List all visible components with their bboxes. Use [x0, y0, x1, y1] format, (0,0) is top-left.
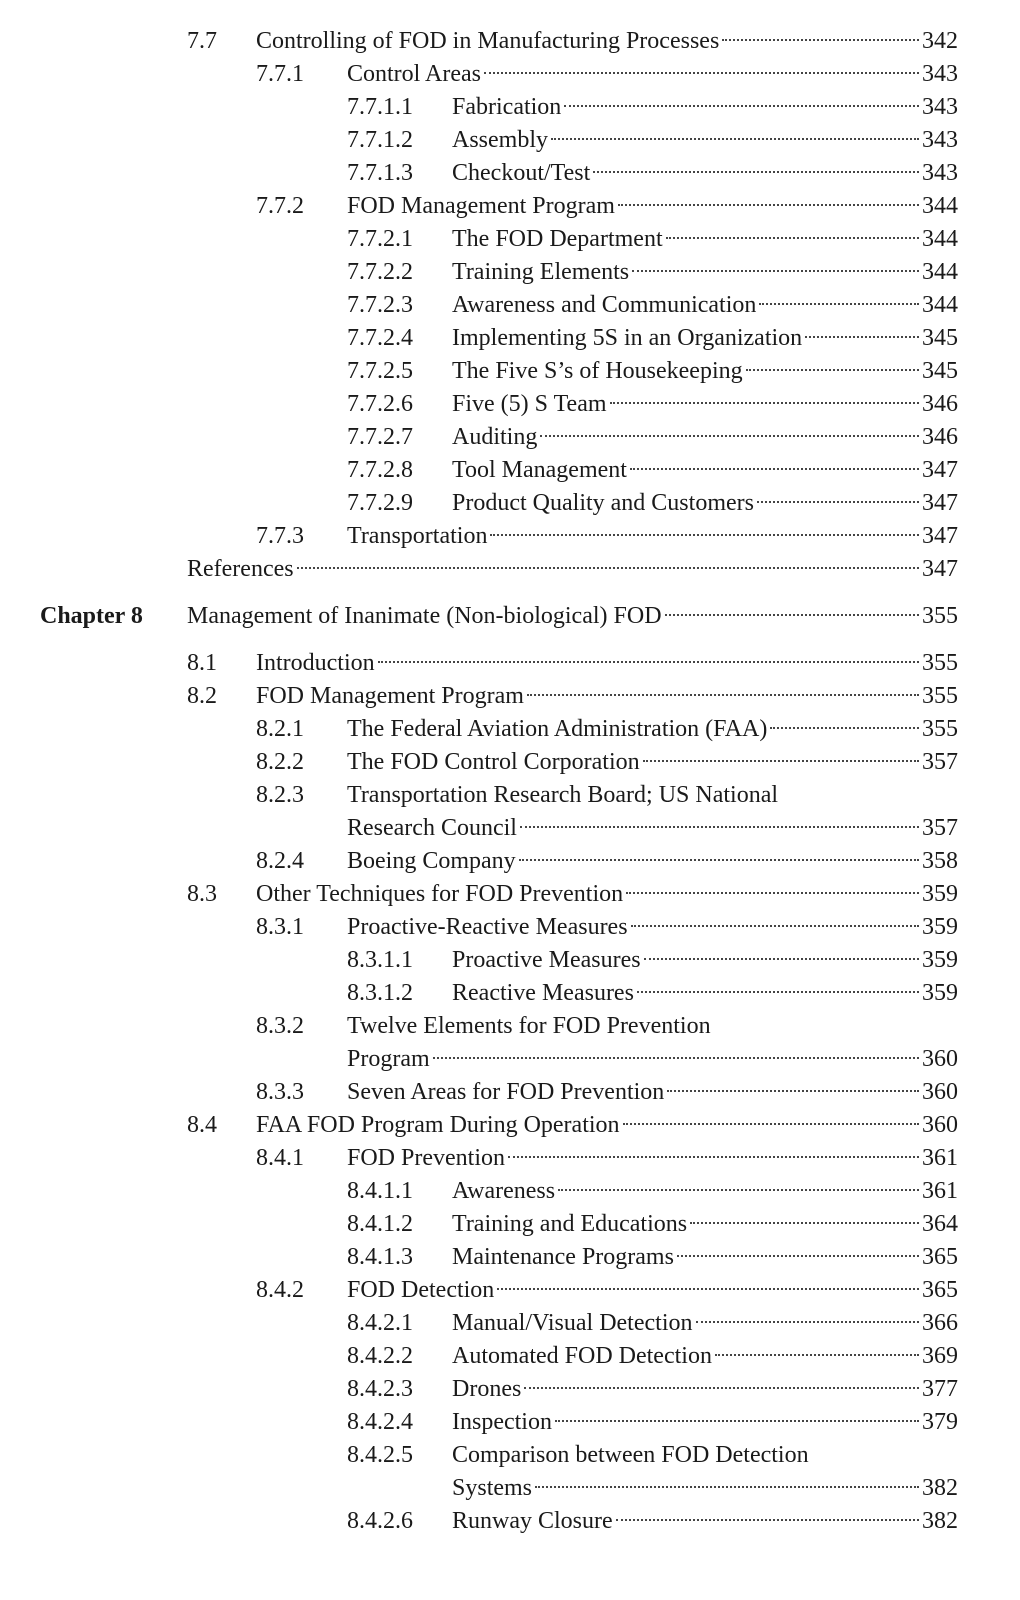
- entry-title: Training Elements: [452, 259, 630, 285]
- toc-entry[interactable]: [0, 1108, 958, 1142]
- page-number: 357: [922, 749, 958, 775]
- entry-title: Runway Closure: [452, 1508, 613, 1534]
- page-number: 359: [922, 881, 958, 907]
- dot-leader: [490, 534, 919, 536]
- dot-leader: [630, 468, 919, 470]
- page-number: 355: [922, 650, 958, 676]
- dot-leader: [632, 270, 919, 272]
- entry-number: 8.3.1.2: [347, 980, 413, 1006]
- entry-title-line: [256, 646, 958, 680]
- entry-number: 7.7: [187, 28, 217, 54]
- entry-number: 8.3.2: [256, 1013, 304, 1039]
- dot-leader: [540, 435, 919, 437]
- entry-number: 7.7.2.5: [347, 358, 413, 384]
- entry-title: Other Techniques for FOD Prevention: [256, 881, 624, 907]
- toc-entry[interactable]: [0, 189, 958, 223]
- entry-number: 7.7.2.4: [347, 325, 413, 351]
- page-number: 347: [922, 523, 958, 549]
- entry-number: 8.3.1.1: [347, 947, 413, 973]
- entry-title-line: [347, 811, 958, 845]
- entry-number: 8.1: [187, 650, 217, 676]
- dot-leader: [551, 138, 919, 140]
- toc-entry[interactable]: [0, 24, 958, 58]
- page-number: 345: [922, 358, 958, 384]
- dot-leader: [378, 661, 919, 663]
- entry-title-line: [347, 745, 958, 779]
- page-number: 346: [922, 424, 958, 450]
- page-number: 343: [922, 94, 958, 120]
- entry-title-line: [347, 189, 958, 223]
- page-number: 358: [922, 848, 958, 874]
- toc-entry[interactable]: [0, 1438, 958, 1472]
- entry-title: FAA FOD Program During Operation: [256, 1112, 620, 1138]
- page-number: 343: [922, 127, 958, 153]
- page-number: 342: [922, 28, 958, 54]
- toc-entry[interactable]: [0, 90, 958, 124]
- toc-entry[interactable]: [0, 1009, 958, 1043]
- entry-title-continued: Program: [347, 1046, 430, 1072]
- entry-title-line: [347, 1141, 958, 1175]
- entry-title: Seven Areas for FOD Prevention: [347, 1079, 665, 1105]
- toc-entry-continuation[interactable]: [0, 1471, 958, 1505]
- toc-entry[interactable]: [0, 1141, 958, 1175]
- toc-entry[interactable]: [0, 1207, 958, 1241]
- entry-title-line: [452, 1405, 958, 1439]
- dot-leader: [497, 1288, 919, 1290]
- entry-title: Training and Educations: [452, 1211, 688, 1237]
- entry-number: 8.4.2.5: [347, 1442, 413, 1468]
- page-number: 369: [922, 1343, 958, 1369]
- entry-title-line: [256, 877, 958, 911]
- toc-entry[interactable]: [0, 57, 958, 91]
- entry-title-line: [452, 123, 958, 157]
- toc-entry[interactable]: [0, 1504, 958, 1538]
- entry-title-line: [452, 420, 958, 454]
- entry-title: FOD Management Program: [256, 683, 524, 709]
- entry-title: Fabrication: [452, 94, 562, 120]
- entry-number: 7.7.2.3: [347, 292, 413, 318]
- entry-number: 7.7.2.2: [347, 259, 413, 285]
- entry-number: 8.4.2.6: [347, 1508, 413, 1534]
- entry-title: Reactive Measures: [452, 980, 634, 1006]
- toc-entry[interactable]: [0, 123, 958, 157]
- toc-entry[interactable]: [0, 910, 958, 944]
- dot-leader: [593, 171, 919, 173]
- entry-number: 8.2: [187, 683, 217, 709]
- entry-title-line: [452, 1471, 958, 1505]
- dot-leader: [770, 727, 919, 729]
- entry-title: Maintenance Programs: [452, 1244, 674, 1270]
- entry-title: The Federal Aviation Administration (FAA): [347, 716, 768, 742]
- entry-title: References: [187, 556, 294, 582]
- toc-entry[interactable]: [0, 712, 958, 746]
- entry-title: Transportation: [347, 523, 488, 549]
- page-number: 346: [922, 391, 958, 417]
- page-number: 379: [922, 1409, 958, 1435]
- entry-title-line: [452, 288, 958, 322]
- dot-leader: [520, 826, 919, 828]
- toc-entry[interactable]: [0, 255, 958, 289]
- entry-number: 7.7.2: [256, 193, 304, 219]
- toc-entry[interactable]: [0, 1174, 958, 1208]
- entry-title-continued: Systems: [452, 1475, 533, 1501]
- entry-title-line: [452, 255, 958, 289]
- toc-entry[interactable]: [0, 1273, 958, 1307]
- page-number: 360: [922, 1112, 958, 1138]
- entry-title-line: [452, 1174, 958, 1208]
- page-number: 377: [922, 1376, 958, 1402]
- toc-entry[interactable]: [0, 1372, 958, 1406]
- chapter-heading[interactable]: [0, 599, 958, 633]
- entry-title-line: [452, 1504, 958, 1538]
- entry-title-line: [452, 1306, 958, 1340]
- dot-leader: [527, 694, 919, 696]
- entry-title-line: [452, 222, 958, 256]
- entry-number: 8.4.2.4: [347, 1409, 413, 1435]
- dot-leader: [677, 1255, 919, 1257]
- entry-number: 8.3: [187, 881, 217, 907]
- entry-title-continued: Research Council: [347, 815, 517, 841]
- entry-title: Tool Management: [452, 457, 627, 483]
- entry-number: 7.7.2.9: [347, 490, 413, 516]
- entry-number: 8.2.2: [256, 749, 304, 775]
- entry-title-line: [452, 1339, 958, 1373]
- entry-title: Assembly: [452, 127, 548, 153]
- page-number: 344: [922, 292, 958, 318]
- page-number: 347: [922, 457, 958, 483]
- toc-entry[interactable]: [0, 321, 958, 355]
- toc-entry[interactable]: [0, 486, 958, 520]
- entry-title-line: [187, 552, 958, 586]
- entry-title-line: [347, 1042, 958, 1076]
- entry-number: 8.3.1: [256, 914, 304, 940]
- toc-entry[interactable]: [0, 420, 958, 454]
- entry-title: Auditing: [452, 424, 538, 450]
- page-number: 355: [922, 716, 958, 742]
- dot-leader: [722, 39, 919, 41]
- entry-number: 7.7.1.1: [347, 94, 413, 120]
- entry-title-line: [452, 486, 958, 520]
- page-number: 347: [922, 556, 958, 582]
- dot-leader: [643, 760, 919, 762]
- entry-title-line: [452, 976, 958, 1010]
- entry-title: Introduction: [256, 650, 375, 676]
- toc-entry[interactable]: [0, 1075, 958, 1109]
- dot-leader: [805, 336, 919, 338]
- toc-entry[interactable]: [0, 943, 958, 977]
- entry-title: Awareness: [452, 1178, 556, 1204]
- entry-number: 7.7.2.1: [347, 226, 413, 252]
- entry-title: Proactive Measures: [452, 947, 641, 973]
- entry-title-line: [256, 679, 958, 713]
- toc-entry[interactable]: [0, 222, 958, 256]
- toc-entry[interactable]: [0, 778, 958, 812]
- page-number: 360: [922, 1046, 958, 1072]
- dot-leader: [508, 1156, 919, 1158]
- entry-title-line: [452, 387, 958, 421]
- entry-number: Chapter 8: [40, 603, 143, 629]
- page-number: 364: [922, 1211, 958, 1237]
- dot-leader: [484, 72, 919, 74]
- page-number: 347: [922, 490, 958, 516]
- entry-title: Inspection: [452, 1409, 552, 1435]
- dot-leader: [519, 859, 919, 861]
- page-number: 359: [922, 914, 958, 940]
- entry-title-line: [452, 321, 958, 355]
- entry-title-line: [347, 1075, 958, 1109]
- dot-leader: [759, 303, 919, 305]
- page-number: 359: [922, 980, 958, 1006]
- toc-entry[interactable]: [0, 646, 958, 680]
- dot-leader: [665, 614, 919, 616]
- toc-entry[interactable]: [0, 519, 958, 553]
- toc-entry[interactable]: [0, 354, 958, 388]
- toc-entry-continuation[interactable]: [0, 1042, 958, 1076]
- toc-entry[interactable]: [0, 1405, 958, 1439]
- entry-title-line: [187, 599, 958, 633]
- entry-title-line: [452, 90, 958, 124]
- dot-leader: [564, 105, 919, 107]
- dot-leader: [696, 1321, 920, 1323]
- page-number: 357: [922, 815, 958, 841]
- entry-number: 7.7.2.8: [347, 457, 413, 483]
- dot-leader: [690, 1222, 919, 1224]
- entry-number: 8.4.2.1: [347, 1310, 413, 1336]
- entry-title-line: [347, 57, 958, 91]
- dot-leader: [618, 204, 919, 206]
- dot-leader: [623, 1123, 919, 1125]
- entry-title: Product Quality and Customers: [452, 490, 754, 516]
- entry-title-line: [347, 519, 958, 553]
- dot-leader: [555, 1420, 919, 1422]
- dot-leader: [433, 1057, 919, 1059]
- entry-title: Checkout/Test: [452, 160, 591, 186]
- toc-entry[interactable]: [0, 552, 958, 586]
- dot-leader: [626, 892, 919, 894]
- entry-title: The FOD Department: [452, 226, 663, 252]
- dot-leader: [297, 567, 919, 569]
- entry-number: 7.7.1: [256, 61, 304, 87]
- entry-title: FOD Detection: [347, 1277, 495, 1303]
- entry-title: Boeing Company: [347, 848, 516, 874]
- entry-number: 8.4.2.3: [347, 1376, 413, 1402]
- entry-title: Controlling of FOD in Manufacturing Processes: [256, 28, 720, 54]
- page-number: 382: [922, 1475, 958, 1501]
- entry-number: 7.7.2.6: [347, 391, 413, 417]
- dot-leader: [524, 1387, 919, 1389]
- page-number: 355: [922, 603, 958, 629]
- entry-number: 8.4.2.2: [347, 1343, 413, 1369]
- entry-number: 7.7.1.2: [347, 127, 413, 153]
- entry-number: 7.7.1.3: [347, 160, 413, 186]
- entry-title-line: [452, 453, 958, 487]
- entry-title-line: [256, 1108, 958, 1142]
- toc-entry[interactable]: [0, 745, 958, 779]
- entry-title-line: [452, 1240, 958, 1274]
- entry-title: Drones: [452, 1376, 522, 1402]
- entry-title: Transportation Research Board; US National: [347, 782, 779, 808]
- entry-title: Control Areas: [347, 61, 481, 87]
- entry-title: Proactive-Reactive Measures: [347, 914, 628, 940]
- page-number: 343: [922, 160, 958, 186]
- entry-title: FOD Prevention: [347, 1145, 505, 1171]
- toc-entry[interactable]: [0, 1339, 958, 1373]
- page-number: 343: [922, 61, 958, 87]
- page-number: 365: [922, 1244, 958, 1270]
- entry-title-line: [347, 910, 958, 944]
- page-number: 361: [922, 1178, 958, 1204]
- dot-leader: [610, 402, 919, 404]
- entry-title: FOD Management Program: [347, 193, 615, 219]
- entry-number: 8.2.1: [256, 716, 304, 742]
- toc-entry[interactable]: [0, 844, 958, 878]
- toc-entry-continuation[interactable]: [0, 811, 958, 845]
- dot-leader: [637, 991, 919, 993]
- entry-title: Implementing 5S in an Organization: [452, 325, 803, 351]
- entry-title-line: [347, 844, 958, 878]
- entry-number: 8.2.3: [256, 782, 304, 808]
- entry-title-line: [452, 354, 958, 388]
- dot-leader: [644, 958, 919, 960]
- dot-leader: [535, 1486, 919, 1488]
- dot-leader: [757, 501, 919, 503]
- dot-leader: [558, 1189, 919, 1191]
- page-number: 344: [922, 259, 958, 285]
- dot-leader: [631, 925, 919, 927]
- entry-number: 8.4.1.2: [347, 1211, 413, 1237]
- dot-leader: [746, 369, 919, 371]
- page-number: 344: [922, 193, 958, 219]
- entry-number: 8.3.3: [256, 1079, 304, 1105]
- toc-entry[interactable]: [0, 976, 958, 1010]
- page-number: 359: [922, 947, 958, 973]
- entry-number: 8.4: [187, 1112, 217, 1138]
- dot-leader: [667, 1090, 919, 1092]
- page-number: 365: [922, 1277, 958, 1303]
- entry-title-line: [347, 1273, 958, 1307]
- entry-title: Automated FOD Detection: [452, 1343, 712, 1369]
- entry-number: 8.2.4: [256, 848, 304, 874]
- toc-entry[interactable]: [0, 387, 958, 421]
- entry-title-line: [452, 943, 958, 977]
- toc-entry[interactable]: [0, 1306, 958, 1340]
- entry-title: Five (5) S Team: [452, 391, 607, 417]
- entry-number: 8.4.1: [256, 1145, 304, 1171]
- toc-entry[interactable]: [0, 453, 958, 487]
- page-number: 361: [922, 1145, 958, 1171]
- toc-entry[interactable]: [0, 156, 958, 190]
- entry-title: Management of Inanimate (Non-biological) FOD: [187, 603, 662, 629]
- entry-title-line: [347, 712, 958, 746]
- dot-leader: [666, 237, 919, 239]
- entry-number: 7.7.3: [256, 523, 304, 549]
- entry-title: The FOD Control Corporation: [347, 749, 640, 775]
- toc-entry[interactable]: [0, 679, 958, 713]
- entry-title: Comparison between FOD Detection: [452, 1442, 809, 1468]
- toc-entry[interactable]: [0, 877, 958, 911]
- entry-title: Manual/Visual Detection: [452, 1310, 693, 1336]
- page-number: 345: [922, 325, 958, 351]
- page-number: 344: [922, 226, 958, 252]
- dot-leader: [616, 1519, 919, 1521]
- entry-number: 8.4.1.1: [347, 1178, 413, 1204]
- entry-number: 8.4.2: [256, 1277, 304, 1303]
- entry-title: Awareness and Communication: [452, 292, 757, 318]
- entry-title-line: [452, 1372, 958, 1406]
- page-number: 382: [922, 1508, 958, 1534]
- entry-title: Twelve Elements for FOD Prevention: [347, 1013, 711, 1039]
- page-number: 360: [922, 1079, 958, 1105]
- entry-number: 7.7.2.7: [347, 424, 413, 450]
- entry-title-line: [452, 1207, 958, 1241]
- entry-title: The Five S’s of Housekeeping: [452, 358, 743, 384]
- entry-title-line: [452, 156, 958, 190]
- entry-number: 8.4.1.3: [347, 1244, 413, 1270]
- dot-leader: [715, 1354, 919, 1356]
- page-number: 366: [922, 1310, 958, 1336]
- toc-entry[interactable]: [0, 1240, 958, 1274]
- page-number: 355: [922, 683, 958, 709]
- toc-entry[interactable]: [0, 288, 958, 322]
- entry-title-line: [256, 24, 958, 58]
